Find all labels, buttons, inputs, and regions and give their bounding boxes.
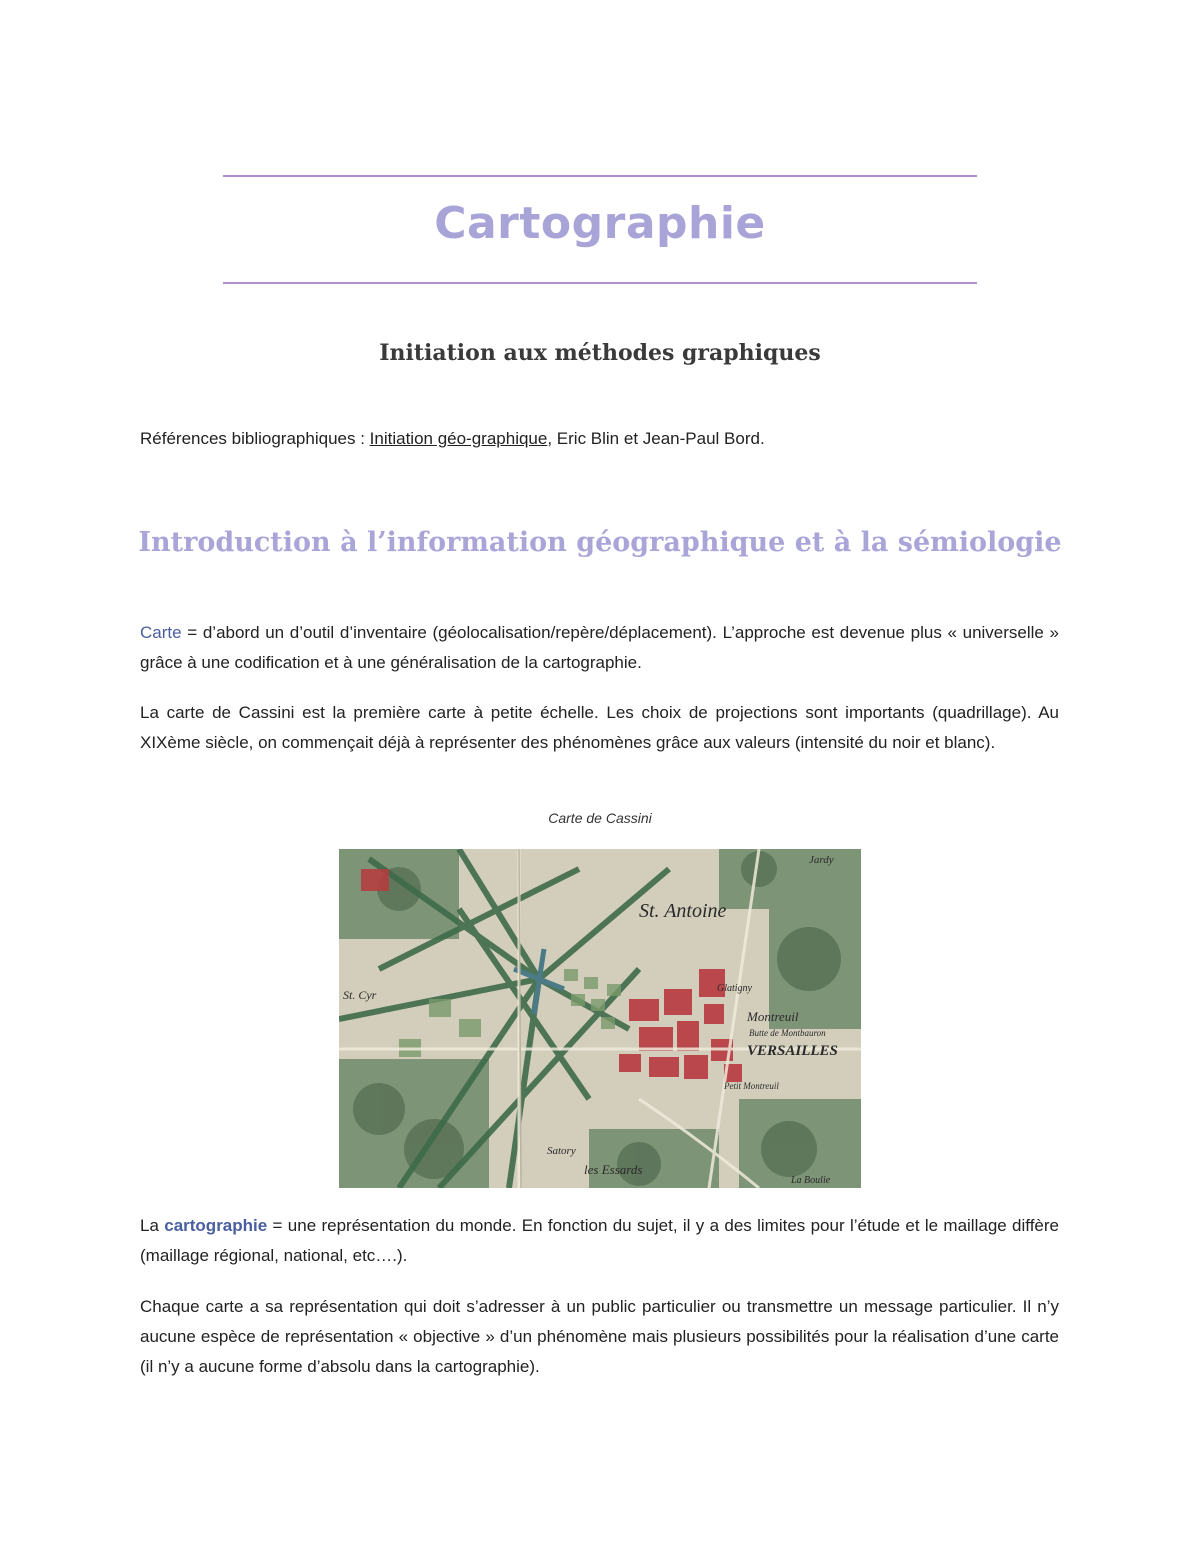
cassini-map-image xyxy=(339,849,861,1188)
references-prefix: Références bibliographiques : xyxy=(140,429,370,448)
figure-caption: Carte de Cassini xyxy=(548,810,652,826)
map-label-butte: Butte de Montbauron xyxy=(749,1028,826,1038)
section-heading: Introduction à l’information géographique et à la sémiologie xyxy=(138,527,1062,558)
map-label-la-boulie: La Boulie xyxy=(791,1175,831,1186)
map-label-petit-montreuil: Petit Montreuil xyxy=(724,1081,779,1091)
subtitle: Initiation aux méthodes graphiques xyxy=(379,340,821,366)
paragraph-cartographie-prefix: La xyxy=(140,1216,165,1235)
term-carte: Carte xyxy=(140,623,182,642)
map-label-st-antoine: St. Antoine xyxy=(639,900,727,922)
paragraph-carte-text: = d’abord un d’outil d’inventaire (géolocalisation/repère/déplacement). L’approche est devenue plus « universelle » grâce à une codification et à une généralisation de la cartographie. xyxy=(140,623,1059,672)
paragraph-cartographie-text: = une représentation du monde. En fonction du sujet, il y a des limites pour l’étude et le maillage diffère (maillage régional, national, etc….). xyxy=(140,1216,1059,1265)
paragraph-cartographie xyxy=(140,1211,1059,1271)
references-authors: , Eric Blin et Jean-Paul Bord. xyxy=(547,429,765,448)
references-line xyxy=(140,429,765,449)
map-label-satory: Satory xyxy=(547,1145,576,1157)
map-label-montreuil: Montreuil xyxy=(747,1009,799,1024)
map-label-les-essarts: les Essards xyxy=(584,1162,643,1177)
term-cartographie: cartographie xyxy=(164,1216,268,1235)
page-title: Cartographie xyxy=(434,198,766,249)
map-label-saint-cyr: St. Cyr xyxy=(343,988,377,1002)
paragraph-carte xyxy=(140,618,1059,678)
paragraph-cassini: La carte de Cassini est la première carte à petite échelle. Les choix de projections sont importants (quadrillage). Au XIXème siècle, on commençait déjà à représenter des phénomènes grâce aux valeurs (intensité du noir et blanc). xyxy=(140,703,1059,752)
map-label-versailles: VERSAILLES xyxy=(747,1043,838,1059)
title-top-rule xyxy=(223,175,977,177)
map-label-jardy: Jardy xyxy=(809,854,834,866)
references-book-title: Initiation géo-graphique xyxy=(369,429,548,448)
paragraph-representation: Chaque carte a sa représentation qui doit s’adresser à un public particulier ou transmettre un message particulier. Il n’y aucune espèce de représentation « objective » d’un phénomène mais plusieurs possibilités pour la réalisation d’une carte (il n’y a aucune forme d’absolu dans la cartographie). xyxy=(140,1297,1059,1376)
title-bottom-rule xyxy=(223,282,977,284)
map-label-glatigny: Glatigny xyxy=(717,983,752,994)
